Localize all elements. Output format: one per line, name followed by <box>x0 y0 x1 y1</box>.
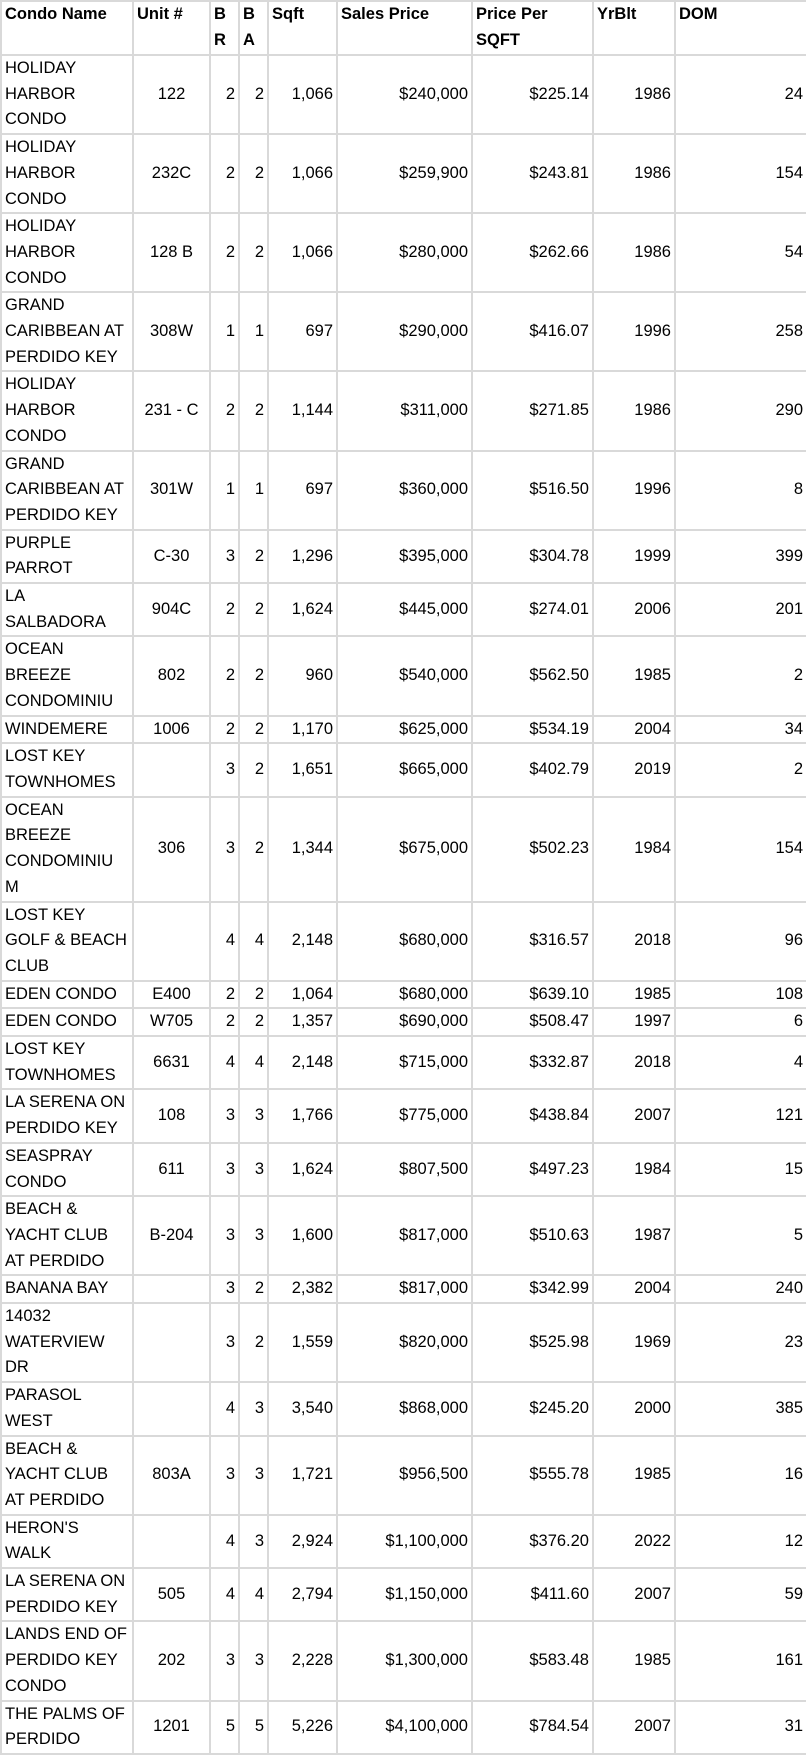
cell-sales-price: $240,000 <box>337 55 472 134</box>
cell-br: 3 <box>210 1621 239 1700</box>
cell-sqft: 2,382 <box>268 1275 337 1303</box>
cell-br: 5 <box>210 1701 239 1754</box>
cell-dom: 108 <box>675 981 806 1009</box>
cell-condo-name: PARASOL WEST <box>1 1382 133 1435</box>
table-row <box>1 1008 806 1036</box>
header-row <box>1 1 806 55</box>
cell-unit: 202 <box>133 1621 210 1700</box>
cell-yr-blt: 2018 <box>593 1036 675 1089</box>
cell-ba: 1 <box>239 451 268 530</box>
header-ba: BA <box>239 1 268 55</box>
cell-condo-name: GRAND CARIBBEAN AT PERDIDO KEY <box>1 292 133 371</box>
cell-yr-blt: 1999 <box>593 530 675 583</box>
cell-sqft: 1,066 <box>268 134 337 213</box>
cell-sales-price: $680,000 <box>337 981 472 1009</box>
cell-dom: 59 <box>675 1568 806 1621</box>
cell-condo-name: LA SERENA ON PERDIDO KEY <box>1 1568 133 1621</box>
cell-unit: C-30 <box>133 530 210 583</box>
cell-ba: 3 <box>239 1196 268 1275</box>
cell-sqft: 1,144 <box>268 371 337 450</box>
cell-condo-name: LOST KEY TOWNHOMES <box>1 743 133 796</box>
cell-condo-name: LOST KEY GOLF & BEACH CLUB <box>1 902 133 981</box>
table-row <box>1 1196 806 1275</box>
table-row <box>1 1515 806 1568</box>
cell-unit: B-204 <box>133 1196 210 1275</box>
cell-yr-blt: 2007 <box>593 1089 675 1142</box>
cell-condo-name: HOLIDAY HARBOR CONDO <box>1 134 133 213</box>
cell-sales-price: $817,000 <box>337 1196 472 1275</box>
cell-sales-price: $1,300,000 <box>337 1621 472 1700</box>
cell-ba: 3 <box>239 1382 268 1435</box>
cell-unit: 301W <box>133 451 210 530</box>
cell-ba: 1 <box>239 292 268 371</box>
cell-dom: 16 <box>675 1436 806 1515</box>
cell-br: 4 <box>210 1036 239 1089</box>
table-body <box>1 55 806 1754</box>
cell-dom: 15 <box>675 1143 806 1196</box>
cell-ba: 2 <box>239 743 268 796</box>
cell-dom: 24 <box>675 55 806 134</box>
cell-unit: 232C <box>133 134 210 213</box>
cell-condo-name: HERON'S WALK <box>1 1515 133 1568</box>
cell-condo-name: OCEAN BREEZE CONDOMINIU <box>1 636 133 715</box>
cell-sqft: 2,924 <box>268 1515 337 1568</box>
cell-yr-blt: 2018 <box>593 902 675 981</box>
table-row <box>1 530 806 583</box>
cell-unit <box>133 1275 210 1303</box>
cell-br: 2 <box>210 55 239 134</box>
cell-ba: 3 <box>239 1621 268 1700</box>
cell-yr-blt: 2004 <box>593 1275 675 1303</box>
cell-sqft: 2,148 <box>268 1036 337 1089</box>
table-row <box>1 797 806 902</box>
cell-unit: E400 <box>133 981 210 1009</box>
cell-sales-price: $1,150,000 <box>337 1568 472 1621</box>
cell-condo-name: LA SERENA ON PERDIDO KEY <box>1 1089 133 1142</box>
cell-dom: 12 <box>675 1515 806 1568</box>
cell-ba: 2 <box>239 134 268 213</box>
cell-ba: 2 <box>239 1008 268 1036</box>
cell-condo-name: GRAND CARIBBEAN AT PERDIDO KEY <box>1 451 133 530</box>
cell-unit <box>133 1382 210 1435</box>
cell-yr-blt: 1984 <box>593 797 675 902</box>
cell-sales-price: $4,100,000 <box>337 1701 472 1754</box>
cell-sqft: 1,357 <box>268 1008 337 1036</box>
cell-price-per-sqft: $562.50 <box>472 636 593 715</box>
cell-unit: 6631 <box>133 1036 210 1089</box>
cell-sales-price: $820,000 <box>337 1303 472 1382</box>
cell-br: 1 <box>210 451 239 530</box>
cell-condo-name: OCEAN BREEZE CONDOMINIU M <box>1 797 133 902</box>
cell-price-per-sqft: $508.47 <box>472 1008 593 1036</box>
cell-dom: 23 <box>675 1303 806 1382</box>
table-row <box>1 1436 806 1515</box>
cell-dom: 31 <box>675 1701 806 1754</box>
cell-sqft: 3,540 <box>268 1382 337 1435</box>
cell-unit: 108 <box>133 1089 210 1142</box>
cell-sales-price: $360,000 <box>337 451 472 530</box>
cell-condo-name: WINDEMERE <box>1 716 133 744</box>
cell-br: 2 <box>210 716 239 744</box>
cell-yr-blt: 1986 <box>593 213 675 292</box>
header-br: BR <box>210 1 239 55</box>
table-row <box>1 1275 806 1303</box>
header-dom: DOM <box>675 1 806 55</box>
cell-unit: 803A <box>133 1436 210 1515</box>
cell-ba: 2 <box>239 1275 268 1303</box>
cell-ba: 2 <box>239 583 268 636</box>
cell-unit: 306 <box>133 797 210 902</box>
cell-condo-name: LANDS END OF PERDIDO KEY CONDO <box>1 1621 133 1700</box>
cell-sqft: 1,170 <box>268 716 337 744</box>
cell-price-per-sqft: $243.81 <box>472 134 593 213</box>
table-row <box>1 1701 806 1754</box>
cell-br: 2 <box>210 636 239 715</box>
cell-unit: 904C <box>133 583 210 636</box>
cell-yr-blt: 2019 <box>593 743 675 796</box>
cell-sales-price: $868,000 <box>337 1382 472 1435</box>
cell-br: 4 <box>210 1515 239 1568</box>
cell-yr-blt: 1985 <box>593 981 675 1009</box>
cell-price-per-sqft: $555.78 <box>472 1436 593 1515</box>
cell-sales-price: $807,500 <box>337 1143 472 1196</box>
cell-yr-blt: 2004 <box>593 716 675 744</box>
cell-price-per-sqft: $516.50 <box>472 451 593 530</box>
header-sqft: Sqft <box>268 1 337 55</box>
cell-dom: 54 <box>675 213 806 292</box>
cell-ba: 2 <box>239 55 268 134</box>
cell-condo-name: BEACH & YACHT CLUB AT PERDIDO <box>1 1196 133 1275</box>
table-row <box>1 1621 806 1700</box>
cell-sales-price: $675,000 <box>337 797 472 902</box>
cell-dom: 201 <box>675 583 806 636</box>
cell-br: 4 <box>210 902 239 981</box>
cell-price-per-sqft: $376.20 <box>472 1515 593 1568</box>
cell-yr-blt: 1969 <box>593 1303 675 1382</box>
cell-yr-blt: 2006 <box>593 583 675 636</box>
header-unit: Unit # <box>133 1 210 55</box>
cell-price-per-sqft: $534.19 <box>472 716 593 744</box>
cell-br: 2 <box>210 583 239 636</box>
cell-yr-blt: 1986 <box>593 55 675 134</box>
cell-sales-price: $715,000 <box>337 1036 472 1089</box>
cell-condo-name: PURPLE PARROT <box>1 530 133 583</box>
cell-ba: 2 <box>239 636 268 715</box>
cell-price-per-sqft: $411.60 <box>472 1568 593 1621</box>
cell-ba: 2 <box>239 213 268 292</box>
cell-sqft: 2,228 <box>268 1621 337 1700</box>
cell-dom: 258 <box>675 292 806 371</box>
table-row <box>1 213 806 292</box>
table-row <box>1 583 806 636</box>
cell-br: 3 <box>210 1436 239 1515</box>
cell-sqft: 5,226 <box>268 1701 337 1754</box>
cell-br: 4 <box>210 1382 239 1435</box>
cell-yr-blt: 2007 <box>593 1701 675 1754</box>
cell-br: 3 <box>210 797 239 902</box>
cell-condo-name: THE PALMS OF PERDIDO <box>1 1701 133 1754</box>
cell-price-per-sqft: $497.23 <box>472 1143 593 1196</box>
cell-price-per-sqft: $402.79 <box>472 743 593 796</box>
cell-dom: 385 <box>675 1382 806 1435</box>
cell-price-per-sqft: $332.87 <box>472 1036 593 1089</box>
cell-yr-blt: 1984 <box>593 1143 675 1196</box>
table-row <box>1 902 806 981</box>
cell-ba: 3 <box>239 1143 268 1196</box>
cell-price-per-sqft: $416.07 <box>472 292 593 371</box>
table-row <box>1 636 806 715</box>
cell-unit: 505 <box>133 1568 210 1621</box>
cell-condo-name: HOLIDAY HARBOR CONDO <box>1 55 133 134</box>
cell-yr-blt: 2007 <box>593 1568 675 1621</box>
header-yr-blt: YrBlt <box>593 1 675 55</box>
cell-sqft: 1,066 <box>268 213 337 292</box>
cell-yr-blt: 1986 <box>593 371 675 450</box>
cell-sales-price: $690,000 <box>337 1008 472 1036</box>
cell-br: 3 <box>210 1143 239 1196</box>
cell-yr-blt: 1985 <box>593 636 675 715</box>
cell-br: 4 <box>210 1568 239 1621</box>
cell-price-per-sqft: $438.84 <box>472 1089 593 1142</box>
cell-price-per-sqft: $245.20 <box>472 1382 593 1435</box>
cell-ba: 2 <box>239 530 268 583</box>
cell-condo-name: LOST KEY TOWNHOMES <box>1 1036 133 1089</box>
cell-yr-blt: 1985 <box>593 1436 675 1515</box>
cell-sqft: 1,066 <box>268 55 337 134</box>
cell-unit: 122 <box>133 55 210 134</box>
cell-ba: 5 <box>239 1701 268 1754</box>
cell-yr-blt: 1986 <box>593 134 675 213</box>
cell-unit <box>133 743 210 796</box>
cell-dom: 2 <box>675 743 806 796</box>
cell-br: 3 <box>210 530 239 583</box>
cell-sales-price: $817,000 <box>337 1275 472 1303</box>
cell-br: 2 <box>210 371 239 450</box>
cell-yr-blt: 1997 <box>593 1008 675 1036</box>
cell-unit <box>133 1515 210 1568</box>
cell-ba: 2 <box>239 716 268 744</box>
cell-sales-price: $625,000 <box>337 716 472 744</box>
cell-dom: 161 <box>675 1621 806 1700</box>
cell-condo-name: 14032 WATERVIEW DR <box>1 1303 133 1382</box>
table-row <box>1 1568 806 1621</box>
cell-ba: 3 <box>239 1436 268 1515</box>
cell-dom: 8 <box>675 451 806 530</box>
cell-sqft: 2,794 <box>268 1568 337 1621</box>
cell-price-per-sqft: $639.10 <box>472 981 593 1009</box>
cell-dom: 5 <box>675 1196 806 1275</box>
cell-yr-blt: 1987 <box>593 1196 675 1275</box>
cell-yr-blt: 1985 <box>593 1621 675 1700</box>
cell-dom: 240 <box>675 1275 806 1303</box>
cell-dom: 399 <box>675 530 806 583</box>
cell-sqft: 1,064 <box>268 981 337 1009</box>
cell-dom: 34 <box>675 716 806 744</box>
cell-br: 3 <box>210 1275 239 1303</box>
table-row <box>1 451 806 530</box>
table-row <box>1 1089 806 1142</box>
cell-dom: 4 <box>675 1036 806 1089</box>
cell-condo-name: LA SALBADORA <box>1 583 133 636</box>
cell-sqft: 1,651 <box>268 743 337 796</box>
table-row <box>1 292 806 371</box>
cell-dom: 2 <box>675 636 806 715</box>
cell-ba: 3 <box>239 1515 268 1568</box>
cell-unit: 1201 <box>133 1701 210 1754</box>
cell-unit <box>133 902 210 981</box>
cell-sales-price: $280,000 <box>337 213 472 292</box>
cell-sqft: 1,559 <box>268 1303 337 1382</box>
cell-unit: 128 B <box>133 213 210 292</box>
cell-ba: 2 <box>239 797 268 902</box>
cell-ba: 3 <box>239 1089 268 1142</box>
cell-dom: 6 <box>675 1008 806 1036</box>
cell-ba: 2 <box>239 1303 268 1382</box>
cell-sales-price: $395,000 <box>337 530 472 583</box>
cell-condo-name: HOLIDAY HARBOR CONDO <box>1 371 133 450</box>
table-row <box>1 1143 806 1196</box>
cell-yr-blt: 2022 <box>593 1515 675 1568</box>
cell-price-per-sqft: $271.85 <box>472 371 593 450</box>
cell-br: 2 <box>210 1008 239 1036</box>
cell-unit: 308W <box>133 292 210 371</box>
cell-unit <box>133 1303 210 1382</box>
cell-ba: 4 <box>239 1568 268 1621</box>
cell-price-per-sqft: $784.54 <box>472 1701 593 1754</box>
cell-sales-price: $259,900 <box>337 134 472 213</box>
cell-price-per-sqft: $342.99 <box>472 1275 593 1303</box>
cell-br: 3 <box>210 1303 239 1382</box>
cell-sqft: 1,344 <box>268 797 337 902</box>
table-row <box>1 1382 806 1435</box>
cell-dom: 154 <box>675 134 806 213</box>
cell-sqft: 697 <box>268 292 337 371</box>
cell-sales-price: $290,000 <box>337 292 472 371</box>
cell-br: 2 <box>210 134 239 213</box>
cell-yr-blt: 2000 <box>593 1382 675 1435</box>
cell-ba: 2 <box>239 981 268 1009</box>
cell-price-per-sqft: $502.23 <box>472 797 593 902</box>
table-row <box>1 371 806 450</box>
cell-condo-name: BANANA BAY <box>1 1275 133 1303</box>
cell-br: 3 <box>210 1196 239 1275</box>
cell-sqft: 1,296 <box>268 530 337 583</box>
cell-price-per-sqft: $525.98 <box>472 1303 593 1382</box>
cell-sqft: 2,148 <box>268 902 337 981</box>
cell-condo-name: HOLIDAY HARBOR CONDO <box>1 213 133 292</box>
cell-price-per-sqft: $304.78 <box>472 530 593 583</box>
cell-sales-price: $680,000 <box>337 902 472 981</box>
header-condo-name: Condo Name <box>1 1 133 55</box>
header-price-per-sqft: Price Per SQFT <box>472 1 593 55</box>
cell-condo-name: EDEN CONDO <box>1 981 133 1009</box>
table-row <box>1 981 806 1009</box>
cell-sqft: 697 <box>268 451 337 530</box>
cell-yr-blt: 1996 <box>593 451 675 530</box>
cell-sales-price: $540,000 <box>337 636 472 715</box>
cell-sales-price: $1,100,000 <box>337 1515 472 1568</box>
cell-yr-blt: 1996 <box>593 292 675 371</box>
cell-price-per-sqft: $583.48 <box>472 1621 593 1700</box>
cell-condo-name: BEACH & YACHT CLUB AT PERDIDO <box>1 1436 133 1515</box>
table-row <box>1 1036 806 1089</box>
cell-sqft: 1,624 <box>268 583 337 636</box>
cell-price-per-sqft: $316.57 <box>472 902 593 981</box>
cell-unit: 802 <box>133 636 210 715</box>
cell-price-per-sqft: $225.14 <box>472 55 593 134</box>
cell-dom: 290 <box>675 371 806 450</box>
cell-condo-name: SEASPRAY CONDO <box>1 1143 133 1196</box>
cell-unit: 611 <box>133 1143 210 1196</box>
header-sales-price: Sales Price <box>337 1 472 55</box>
cell-unit: 1006 <box>133 716 210 744</box>
cell-sqft: 1,600 <box>268 1196 337 1275</box>
table-row <box>1 716 806 744</box>
cell-br: 2 <box>210 213 239 292</box>
cell-dom: 96 <box>675 902 806 981</box>
table-row <box>1 55 806 134</box>
cell-sqft: 1,766 <box>268 1089 337 1142</box>
cell-sales-price: $956,500 <box>337 1436 472 1515</box>
table-row <box>1 743 806 796</box>
cell-price-per-sqft: $274.01 <box>472 583 593 636</box>
cell-condo-name: EDEN CONDO <box>1 1008 133 1036</box>
cell-ba: 2 <box>239 371 268 450</box>
cell-sales-price: $775,000 <box>337 1089 472 1142</box>
cell-br: 2 <box>210 981 239 1009</box>
cell-sales-price: $311,000 <box>337 371 472 450</box>
cell-br: 3 <box>210 1089 239 1142</box>
cell-sqft: 1,624 <box>268 1143 337 1196</box>
cell-sales-price: $445,000 <box>337 583 472 636</box>
cell-unit: 231 - C <box>133 371 210 450</box>
cell-price-per-sqft: $262.66 <box>472 213 593 292</box>
cell-dom: 154 <box>675 797 806 902</box>
cell-sales-price: $665,000 <box>337 743 472 796</box>
cell-sqft: 960 <box>268 636 337 715</box>
cell-unit: W705 <box>133 1008 210 1036</box>
cell-price-per-sqft: $510.63 <box>472 1196 593 1275</box>
cell-sqft: 1,721 <box>268 1436 337 1515</box>
table-row <box>1 1303 806 1382</box>
table-row <box>1 134 806 213</box>
cell-dom: 121 <box>675 1089 806 1142</box>
cell-ba: 4 <box>239 1036 268 1089</box>
cell-br: 1 <box>210 292 239 371</box>
cell-ba: 4 <box>239 902 268 981</box>
cell-br: 3 <box>210 743 239 796</box>
